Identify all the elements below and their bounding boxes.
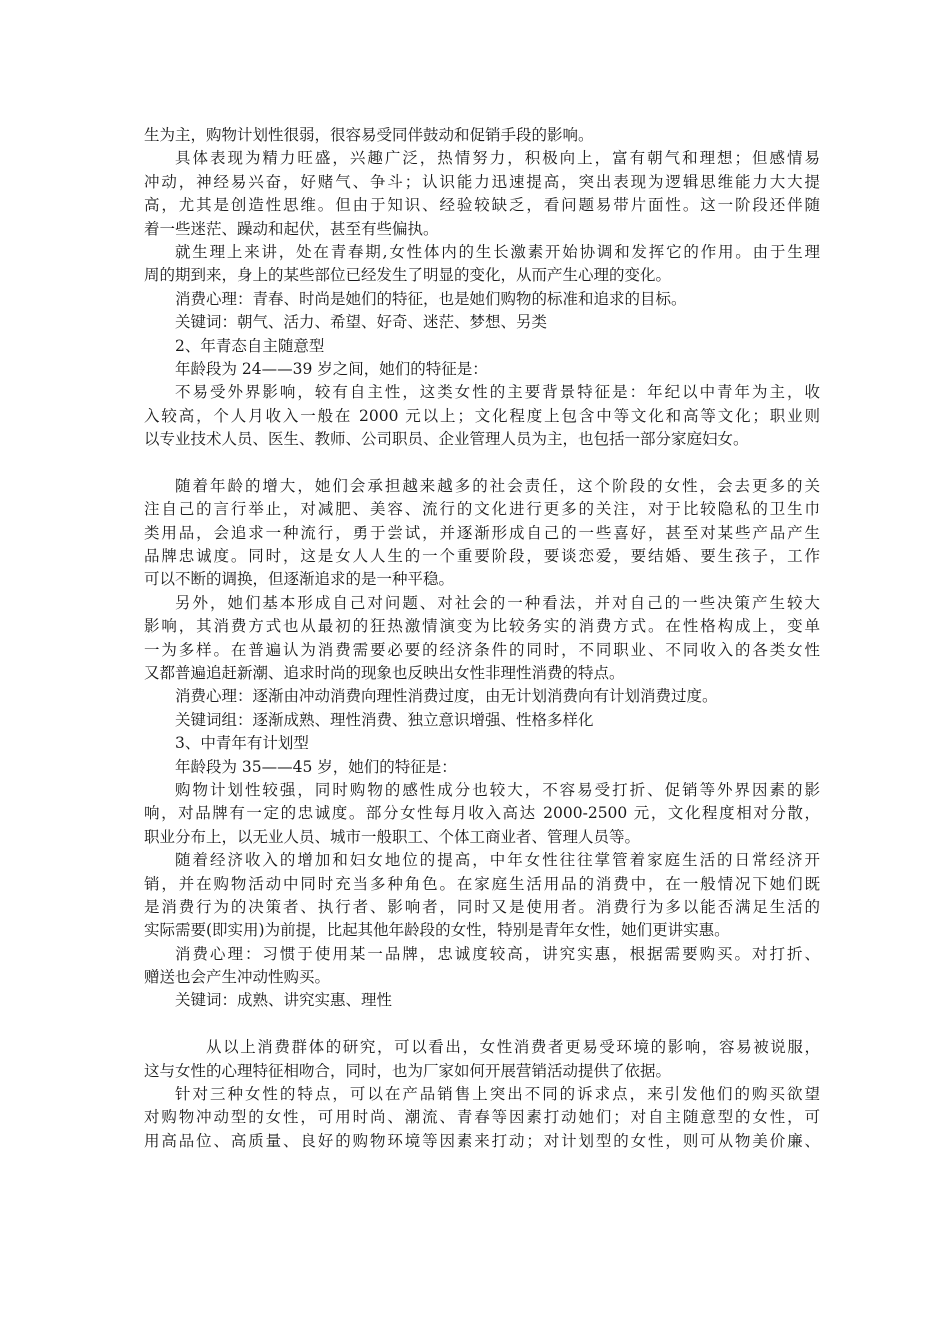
text-line: 消费心理：逐渐由冲动消费向理性消费过度，由无计划消费向有计划消费过度。	[175, 687, 718, 706]
text-line: 影响，其消费方式也从最初的狂热激情演变为比较务实的消费方式。在性格构成上，变单	[144, 617, 820, 636]
text-line: 生为主，购物计划性很弱，很容易受同伴鼓动和促销手段的影响。	[144, 126, 594, 144]
text-line: 入较高，个人月收入一般在 2000 元以上；文化程度上包含中等文化和高等文化；职业则	[144, 406, 820, 425]
text-line: 用高品位、高质量、良好的购物环境等因素来打动；对计划型的女性，则可从物美价廉、	[144, 1131, 820, 1150]
text-line: 年龄段为 24——39 岁之间，她们的特征是：	[175, 359, 488, 378]
text-line: 从以上消费群体的研究，可以看出，女性消费者更易受环境的影响，容易被说服，	[206, 1038, 820, 1057]
text-line: 另外，她们基本形成自己对问题、对社会的一种看法，并对自己的一些决策产生较大	[175, 593, 820, 612]
text-line: 消费心理：青春、时尚是她们的特征，也是她们购物的标准和追求的目标。	[175, 289, 687, 308]
text-line: 不易受外界影响，较有自主性，这类女性的主要背景特征是：年纪以中青年为主，收	[175, 383, 820, 402]
text-line: 就生理上来讲，处在青春期,女性体内的生长激素开始协调和发挥它的作用。由于生理	[175, 242, 820, 261]
text-line: 随着经济收入的增加和妇女地位的提高，中年女性往往掌管着家庭生活的日常经济开	[175, 851, 820, 870]
text-line: 响，对品牌有一定的忠诚度。部分女性每月收入高达 2000-2500 元，文化程度相对分散，	[144, 804, 820, 823]
text-line: 购物计划性较强，同时购物的感性成分也较大，不容易受打折、促销等外界因素的影	[175, 780, 820, 799]
text-line: 高，尤其是创造性思维。但由于知识、经验较缺乏，看问题易带片面性。这一阶段还伴随	[144, 196, 820, 215]
text-line: 职业分布上，以无业人员、城市一般职工、个体工商业者、管理人员等。	[144, 827, 641, 846]
blank-line	[144, 1013, 820, 1036]
text-line: 关键词：成熟、讲究实惠、理性	[175, 991, 393, 1010]
text-line: 关键词：朝气、活力、希望、好奇、迷茫、梦想、另类	[175, 313, 548, 332]
text-line: 又都普遍追赶新潮、追求时尚的现象也反映出女性非理性消费的特点。	[144, 663, 625, 682]
text-line: 具体表现为精力旺盛，兴趣广泛，热情努力，积极向上，富有朝气和理想；但感情易	[175, 149, 820, 168]
text-line: 可以不断的调换，但逐渐追求的是一种平稳。	[144, 570, 455, 589]
text-line: 类用品，会追求一种流行，勇于尝试，并逐渐形成自己的一些喜好，甚至对某些产品产生	[144, 523, 820, 542]
text-line: 关键词组：逐渐成熟、理性消费、独立意识增强、性格多样化	[175, 710, 594, 729]
text-line: 冲动，神经易兴奋，好赌气、争斗；认识能力迅速提高，突出表现为逻辑思维能力大大提	[144, 172, 820, 191]
text-line: 是消费行为的决策者、执行者、影响者，同时又是使用者。消费行为多以能否满足生活的	[144, 897, 820, 916]
blank-line	[144, 451, 820, 474]
text-line: 注自己的言行举止，对减肥、美容、流行的文化进行更多的关注，对于比较隐私的卫生巾	[144, 500, 820, 519]
text-line: 2、年青态自主随意型	[175, 336, 325, 355]
document-page	[144, 124, 820, 1153]
text-line: 周的期到来，身上的某些部位已经发生了明显的变化，从而产生心理的变化。	[144, 266, 672, 285]
text-line: 实际需要(即实用)为前提，比起其他年龄段的女性，特别是青年女性，她们更讲实惠。	[144, 921, 730, 940]
text-line: 着一些迷茫、躁动和起伏，甚至有些偏执。	[144, 219, 439, 238]
text-line: 消费心理：习惯于使用某一品牌，忠诚度较高，讲究实惠，根据需要购买。对打折、	[175, 944, 820, 963]
text-line: 销，并在购物活动中同时充当多种角色。在家庭生活用品的消费中，在一般情况下她们既	[144, 874, 820, 893]
text-line: 针对三种女性的特点，可以在产品销售上突出不同的诉求点，来引发他们的购买欲望	[175, 1085, 820, 1104]
text-line: 这与女性的心理特征相吻合，同时，也为厂家如何开展营销活动提供了依据。	[144, 1061, 672, 1080]
text-line: 对购物冲动型的女性，可用时尚、潮流、青春等因素打动她们；对自主随意型的女性，可	[144, 1108, 820, 1127]
text-line: 品牌忠诚度。同时，这是女人人生的一个重要阶段，要谈恋爱，要结婚、要生孩子，工作	[144, 547, 820, 566]
text-line: 一为多样。在普遍认为消费需要必要的经济条件的同时，不同职业、不同收入的各类女性	[144, 640, 820, 659]
text-line: 3、中青年有计划型	[175, 734, 309, 753]
text-line: 赠送也会产生冲动性购买。	[144, 968, 331, 987]
text-line: 随着年龄的增大，她们会承担越来越多的社会责任，这个阶段的女性，会去更多的关	[175, 476, 820, 495]
text-line: 以专业技术人员、医生、教师、公司职员、企业管理人员为主，也包括一部分家庭妇女。	[144, 430, 749, 449]
text-line: 年龄段为 35——45 岁，她们的特征是：	[175, 757, 457, 776]
